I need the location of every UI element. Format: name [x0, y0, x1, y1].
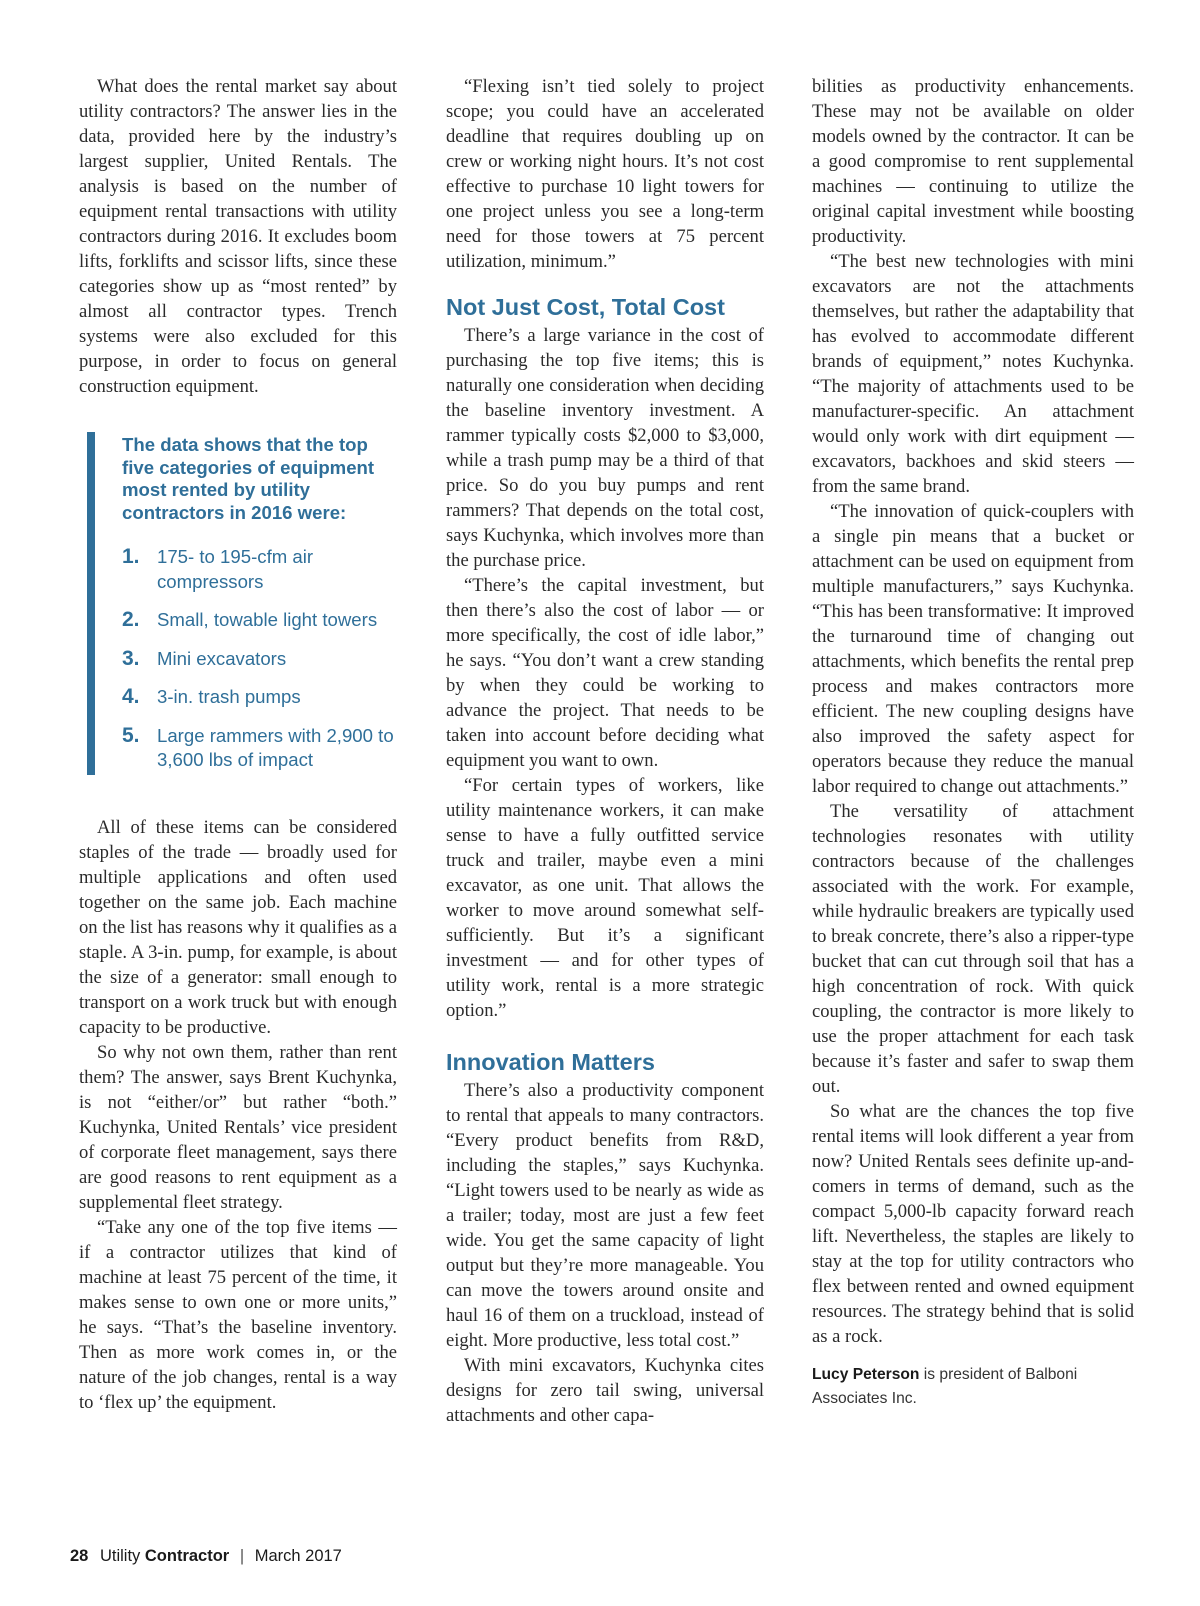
paragraph: “The best new technologies with mini excavators are not the attachments themselves, but rather the adaptability that has evolved to accommodate different brands of equipment,” notes Kuchynka. “The majority of attachments used to be manufacturer-specific. An attachment would only work with dirt equipment — excavators, backhoes and skid steers — from the same brand. — [812, 251, 1134, 497]
paragraph: “Flexing isn’t tied solely to project scope; you could have an accelerated deadline that requires doubling up on crew or working night hours. It’s not cost effective to purchase 10 light towers for one project unless you see a long-term need for those towers at 75 percent utilization, minimum.” — [446, 76, 764, 272]
list-item-text: Mini excavators — [157, 647, 287, 669]
paragraph: The versatility of attachment technologies resonates with utility contractors because of the challenges associated with the work. For example, while hydraulic breakers are typically used to break concrete, there’s also a ripper-type bucket that can cut through soil that has a high concentration of rock. With quick coupling, the contractor is more likely to use the proper attachment for each task because it’s faster and safer to swap them out. — [812, 801, 1134, 1097]
list-item — [122, 647, 397, 672]
issue-date: March 2017 — [254, 1547, 342, 1565]
magazine-name-light: Utility — [99, 1547, 141, 1565]
list-number: 4. — [122, 685, 140, 708]
paragraph: “Take any one of the top five items — if a contractor utilizes that kind of machine at least 75 percent of the time, it makes sense to own one or more units,” he says. “That’s the baseline inventory. Then as more work comes in, or the nature of the job changes, rental is a way to ‘flex up’ the equipment. — [79, 1216, 397, 1413]
section-heading-innovation: Innovation Matters — [446, 1049, 655, 1075]
paragraph: All of these items can be considered staples of the trade — broadly used for multiple applications and often used together on the same job. Each machine on the list has reasons why it qualifies as a staple. A 3-in. pump, for example, is about the size of a generator: small enough to transport on a work truck but with enough capacity to be productive. — [79, 816, 397, 1038]
article-column-1 — [79, 74, 397, 1415]
paragraph: There’s also a productivity component to rental that appeals to many contractors. “Every product benefits from R&D, including the staples,” says Kuchynka. “Light towers used to be nearly as wide as a trailer; today, most are just a few feet wide. You get the same capacity of light output but they’re more manageable. You can move the towers around onsite and haul 16 of them on a truckload, instead of eight. More productive, less total cost.” — [446, 1080, 764, 1351]
paragraph: “There’s the capital investment, but then there’s also the cost of labor — or more specifically, the cost of idle labor,” he says. “You don’t want a crew standing by when they could be working to advance the project. That needs to be taken into account before deciding what equipment you want to own. — [446, 575, 764, 771]
section-heading-total-cost: Not Just Cost, Total Cost — [446, 294, 725, 320]
list-item — [122, 608, 397, 633]
list-number: 3. — [122, 646, 140, 670]
list-number: 2. — [122, 608, 140, 631]
paragraph: bilities as productivity enhancements. These may not be available on older models owned by the contractor. It can be a good compromise to rent supplemental machines — continuing to utilize the original capital investment while boosting productivity. — [812, 76, 1134, 247]
author-name: Lucy Peterson — [812, 1366, 920, 1383]
article-column-3 — [812, 74, 1134, 1411]
list-number: 1. — [122, 545, 140, 568]
list-number: 5. — [122, 723, 140, 747]
magazine-name-bold: Contractor — [144, 1547, 230, 1565]
footer-separator: | — [239, 1547, 245, 1565]
list-item — [122, 545, 397, 594]
list-item-text: 175- to 195-cfm air compressors — [157, 546, 314, 592]
paragraph: With mini excavators, Kuchynka cites designs for zero tail swing, universal attachments and other capa- — [446, 1355, 764, 1426]
list-item-text: Small, towable light towers — [157, 609, 378, 630]
page-footer — [70, 1547, 342, 1566]
top-five-sidebar — [87, 432, 397, 775]
paragraph: There’s a large variance in the cost of purchasing the top five items; this is naturally one consideration when deciding the baseline inventory investment. A rammer typically costs $2,000 to $3,000, while a trash pump may be a third of that price. So do you buy pumps and rent rammers? That depends on the total cost, says Kuchynka, which involves more than the purchase price. — [446, 325, 764, 571]
top-five-list — [122, 545, 397, 773]
paragraph: What does the rental market say about utility contractors? The answer lies in the data, provided here by the industry’s largest supplier, United Rentals. The analysis is based on the number of equipment rental transactions with utility contractors during 2016. It excludes boom lifts, forklifts and scissor lifts, since these categories show up as “most rented” by almost all contractor types. Trench systems were also excluded for this purpose, in order to focus on general construction equipment. — [79, 76, 397, 397]
author-bio: is president of Balboni Associates Inc. — [812, 1366, 1078, 1407]
sidebar-heading: The data shows that the top five categories of equipment most rented by utility contractors in 2016 were: — [122, 434, 375, 523]
list-item-text: Large rammers with 2,900 to 3,600 lbs of impact — [157, 724, 394, 770]
list-item — [122, 685, 397, 710]
paragraph: “For certain types of workers, like utility maintenance workers, it can make sense to have a fully outfitted service truck and trailer, maybe even a mini excavator, as one unit. That allows the worker to move around somewhat self-sufficiently. But it’s a significant investment — and for other types of utility work, rental is a more strategic option.” — [446, 775, 764, 1021]
list-item-text: 3-in. trash pumps — [157, 686, 301, 707]
paragraph: So why not own them, rather than rent them? The answer, says Brent Kuchynka, is not “either/or” but rather “both.” Kuchynka, United Rentals’ vice president of corporate fleet management, says there are good reasons to rent equipment as a supplemental fleet strategy. — [79, 1041, 397, 1213]
page-number: 28 — [70, 1547, 89, 1565]
paragraph: So what are the chances the top five rental items will look different a year from now? United Rentals sees definite up-and-comers in terms of demand, such as the compact 5,000-lb capacity forward reach lift. Nevertheless, the staples are likely to stay at the top for utility contractors who flex between rented and owned equipment resources. The strategy behind that is solid as a rock. — [812, 1101, 1134, 1347]
paragraph: “The innovation of quick-couplers with a single pin means that a bucket or attachment can be used on equipment from multiple manufacturers,” says Kuchynka. “This has been transformative: It improved the turnaround time of changing out attachments, which benefits the rental prep process and makes contractors more efficient. The new coupling designs have also improved the safety aspect for operators because they reduce the manual labor required to change out attachments.” — [812, 501, 1134, 797]
list-item — [122, 724, 397, 773]
author-byline — [812, 1363, 1134, 1411]
article-column-2 — [446, 74, 764, 1428]
